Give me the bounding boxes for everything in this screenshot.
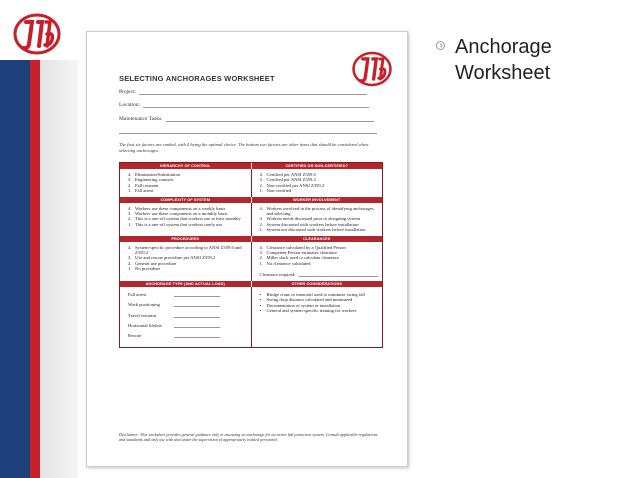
factor-grid bbox=[119, 162, 383, 348]
list-item: 2. System discussed with workers before installation bbox=[259, 221, 359, 227]
certified-cell bbox=[251, 169, 383, 197]
maintenance-tasks-extra-line bbox=[119, 128, 377, 134]
list-item: 3. Competent Person estimates clearance bbox=[259, 250, 338, 256]
maintenance-tasks-label: Maintenance Tasks: bbox=[119, 116, 163, 122]
worker-involvement-cell bbox=[251, 203, 383, 236]
list-item: 1. No clearance calculated bbox=[259, 260, 311, 266]
project-label: Project: bbox=[119, 89, 137, 95]
list-item: 4. Elimination/Substitution bbox=[128, 172, 181, 177]
load-row: Fall arrest bbox=[128, 292, 247, 297]
list-item: • General and system-specific training for workers bbox=[259, 307, 357, 313]
clearance-required-field bbox=[260, 272, 379, 277]
section-row bbox=[120, 203, 382, 236]
slide-title: Anchorage Worksheet bbox=[455, 36, 552, 84]
project-field bbox=[119, 89, 367, 95]
procedures-cell bbox=[120, 242, 251, 281]
header-other-considerations: OTHER CONSIDERATIONS bbox=[251, 281, 383, 287]
list-item: 2. Miller slack used to calculate clearance bbox=[259, 255, 339, 261]
header-clearances: CLEARANCES bbox=[251, 236, 383, 242]
location-field bbox=[119, 102, 369, 108]
clearances-cell bbox=[251, 242, 383, 281]
load-row: Work positioning bbox=[128, 302, 247, 307]
location-line bbox=[143, 102, 369, 108]
list-item: 4. System-specific procedure according to ANSI Z359.6 and Z359.2 bbox=[128, 244, 242, 256]
anchorage-type-cell bbox=[120, 287, 251, 347]
list-item: • Swing drop distance calculated and minimized bbox=[259, 297, 353, 303]
company-logo-icon bbox=[12, 12, 62, 56]
header-worker-involvement: WORKER INVOLVEMENT bbox=[251, 197, 383, 203]
list-item: 4. Workers involved in the process of identifying anchorages and selecting bbox=[259, 205, 374, 217]
load-row: Horizontal lifeline bbox=[128, 323, 247, 328]
worksheet-document bbox=[86, 31, 408, 467]
disclaimer-text: Disclaimer: This worksheet provides general guidance only in assessing an anchorage for an active fall protection system. Consult applicable regulations and standards and only use with and under the supervision of appropriately trained personnel. bbox=[119, 432, 378, 443]
left-brand-band bbox=[0, 0, 78, 478]
bullet-dot-icon: • bbox=[259, 302, 262, 308]
maintenance-tasks-line bbox=[166, 116, 374, 122]
other-considerations-cell bbox=[251, 287, 383, 347]
header-hierarchy: HIERARCHY OF CONTROL bbox=[120, 163, 251, 169]
list-item: 3. Certified per ANSI Z359.2 bbox=[259, 177, 316, 183]
chevron-right-circle-icon bbox=[436, 41, 445, 50]
list-item: 4. Workers use these components on a weekly basis bbox=[128, 205, 226, 211]
header-certified: CERTIFIED OR NON-CERTIFIED? bbox=[251, 163, 383, 169]
document-title: SELECTING ANCHORAGES WORKSHEET bbox=[119, 74, 275, 83]
list-item: 4. Clearance calculated by a Qualified Person bbox=[259, 244, 346, 250]
bullet-dot-icon: • bbox=[259, 307, 262, 313]
complexity-cell bbox=[120, 203, 251, 236]
intro-text: The first six factors are ranked, with 4 being the optimal choice. The bottom two factors are other items that should be considered when selecting anchorages. bbox=[119, 142, 369, 153]
list-item: 1. Fall arrest bbox=[128, 188, 154, 194]
list-item: • Bridge crane or monorail used to minimize swing fall bbox=[259, 291, 365, 297]
list-item: 1. No procedure bbox=[128, 266, 161, 272]
list-item: 1. This is a one-off system that workers rarely use bbox=[128, 221, 223, 227]
header-complexity: COMPLEXITY OF SYSTEM bbox=[120, 197, 251, 203]
section-row bbox=[120, 242, 382, 281]
document-logo-icon bbox=[351, 50, 393, 88]
bullet-dot-icon: • bbox=[259, 291, 262, 297]
section-row bbox=[120, 287, 382, 347]
bullet-dot-icon: • bbox=[259, 297, 262, 303]
list-item: 4. Certified per ANSI Z359.6 bbox=[259, 172, 316, 177]
list-item: 3. Engineering controls bbox=[128, 177, 174, 183]
list-item: 2. General use procedure bbox=[128, 260, 177, 266]
list-item: 1. System not discussed with workers before installation bbox=[259, 227, 366, 233]
clearance-required-line bbox=[299, 272, 378, 277]
list-item: 3. Use and rescue procedure per ANSI Z359.2 bbox=[128, 255, 216, 261]
list-item: 2. Non-certified per ANSI Z359.2 bbox=[259, 182, 325, 188]
header-anchorage-type: ANCHORAGE TYPE (AND ACTUAL LOAD) bbox=[120, 281, 251, 287]
band-red-stripe bbox=[30, 60, 40, 478]
list-item: • Documentation of system or installation bbox=[259, 302, 341, 308]
location-label: Location: bbox=[119, 102, 141, 108]
header-procedures: PROCEDURES bbox=[120, 236, 251, 242]
list-item: 2. Fall restraint bbox=[128, 182, 159, 188]
hierarchy-cell bbox=[120, 169, 251, 197]
list-item: 1. Non-certified bbox=[259, 188, 292, 194]
band-blue-stripe bbox=[0, 60, 30, 478]
section-row bbox=[120, 169, 382, 197]
band-grey-stripe bbox=[40, 60, 78, 478]
list-item: 3. Workers needs discussed prior to designing system bbox=[259, 216, 361, 222]
list-item: 2. This is a one-off system that workers use at least monthly bbox=[128, 216, 241, 222]
maintenance-tasks-field bbox=[119, 116, 374, 122]
list-item: 3. Workers use these components on a monthly basis bbox=[128, 211, 228, 217]
clearance-required-label: Clearance required: bbox=[259, 272, 296, 278]
project-line bbox=[139, 89, 367, 95]
load-row: Rescue bbox=[128, 333, 247, 338]
load-row: Travel restraint bbox=[128, 313, 247, 318]
